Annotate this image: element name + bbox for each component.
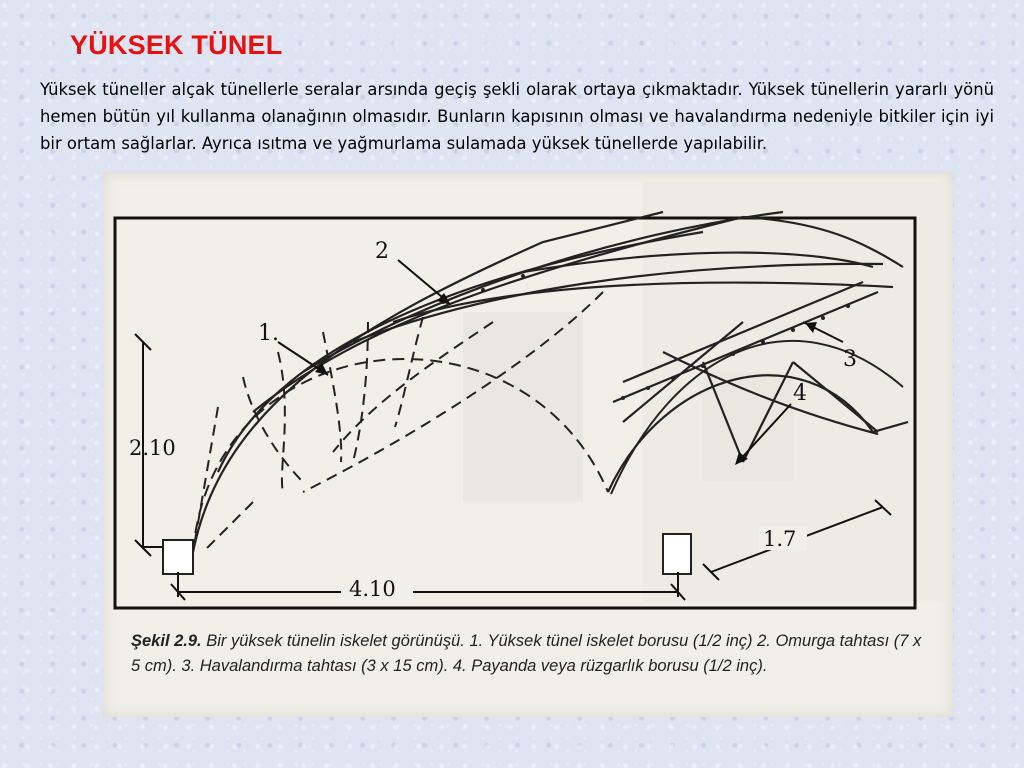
slide-body-text: Yüksek tüneller alçak tünellerle seralar arsında geçiş şekli olarak ortaya çıkmaktadır. Yüksek tünellerin yararlı yönü hemen bütün yıl kullanma olanağının olmasıdır. Bunların kapısının olması ve havalandırma nedeniyle bitkiler için iyi bir ortam sağlarlar. Ayrıca ısıtma ve yağmurlama sulamada yüksek tünellerde yapılabilir.: [40, 80, 994, 153]
callout-label-2: 2: [375, 239, 389, 264]
callout-label-3: 3: [843, 347, 857, 372]
height-dimension-label: 2.10: [129, 436, 176, 460]
spacing-dimension-label: 1.7: [763, 527, 797, 551]
figure-caption: [131, 629, 931, 679]
left-post: [163, 540, 193, 574]
length-dimension-line: [171, 572, 685, 600]
callout-line-2: [398, 260, 448, 302]
length-dimension-label: 4.10: [349, 577, 396, 601]
right-post: [663, 534, 691, 574]
figure-caption-text: Bir yüksek tünelin iskelet görünüşü. 1. Yüksek tünel iskelet borusu (1/2 inç) 2. Omurga tahtası (7 x 5 cm). 3. Havalandırma tahtası (3 x 15 cm). 4. Payanda veya rüzgarlık borusu (1/2 inç).: [131, 632, 922, 675]
callout-label-1: 1.: [258, 321, 279, 346]
slide-title: YÜKSEK TÜNEL: [70, 30, 283, 60]
figure-caption-ref: Şekil 2.9.: [131, 632, 202, 650]
callout-label-4: 4: [793, 381, 807, 406]
scanned-figure: [103, 172, 953, 717]
